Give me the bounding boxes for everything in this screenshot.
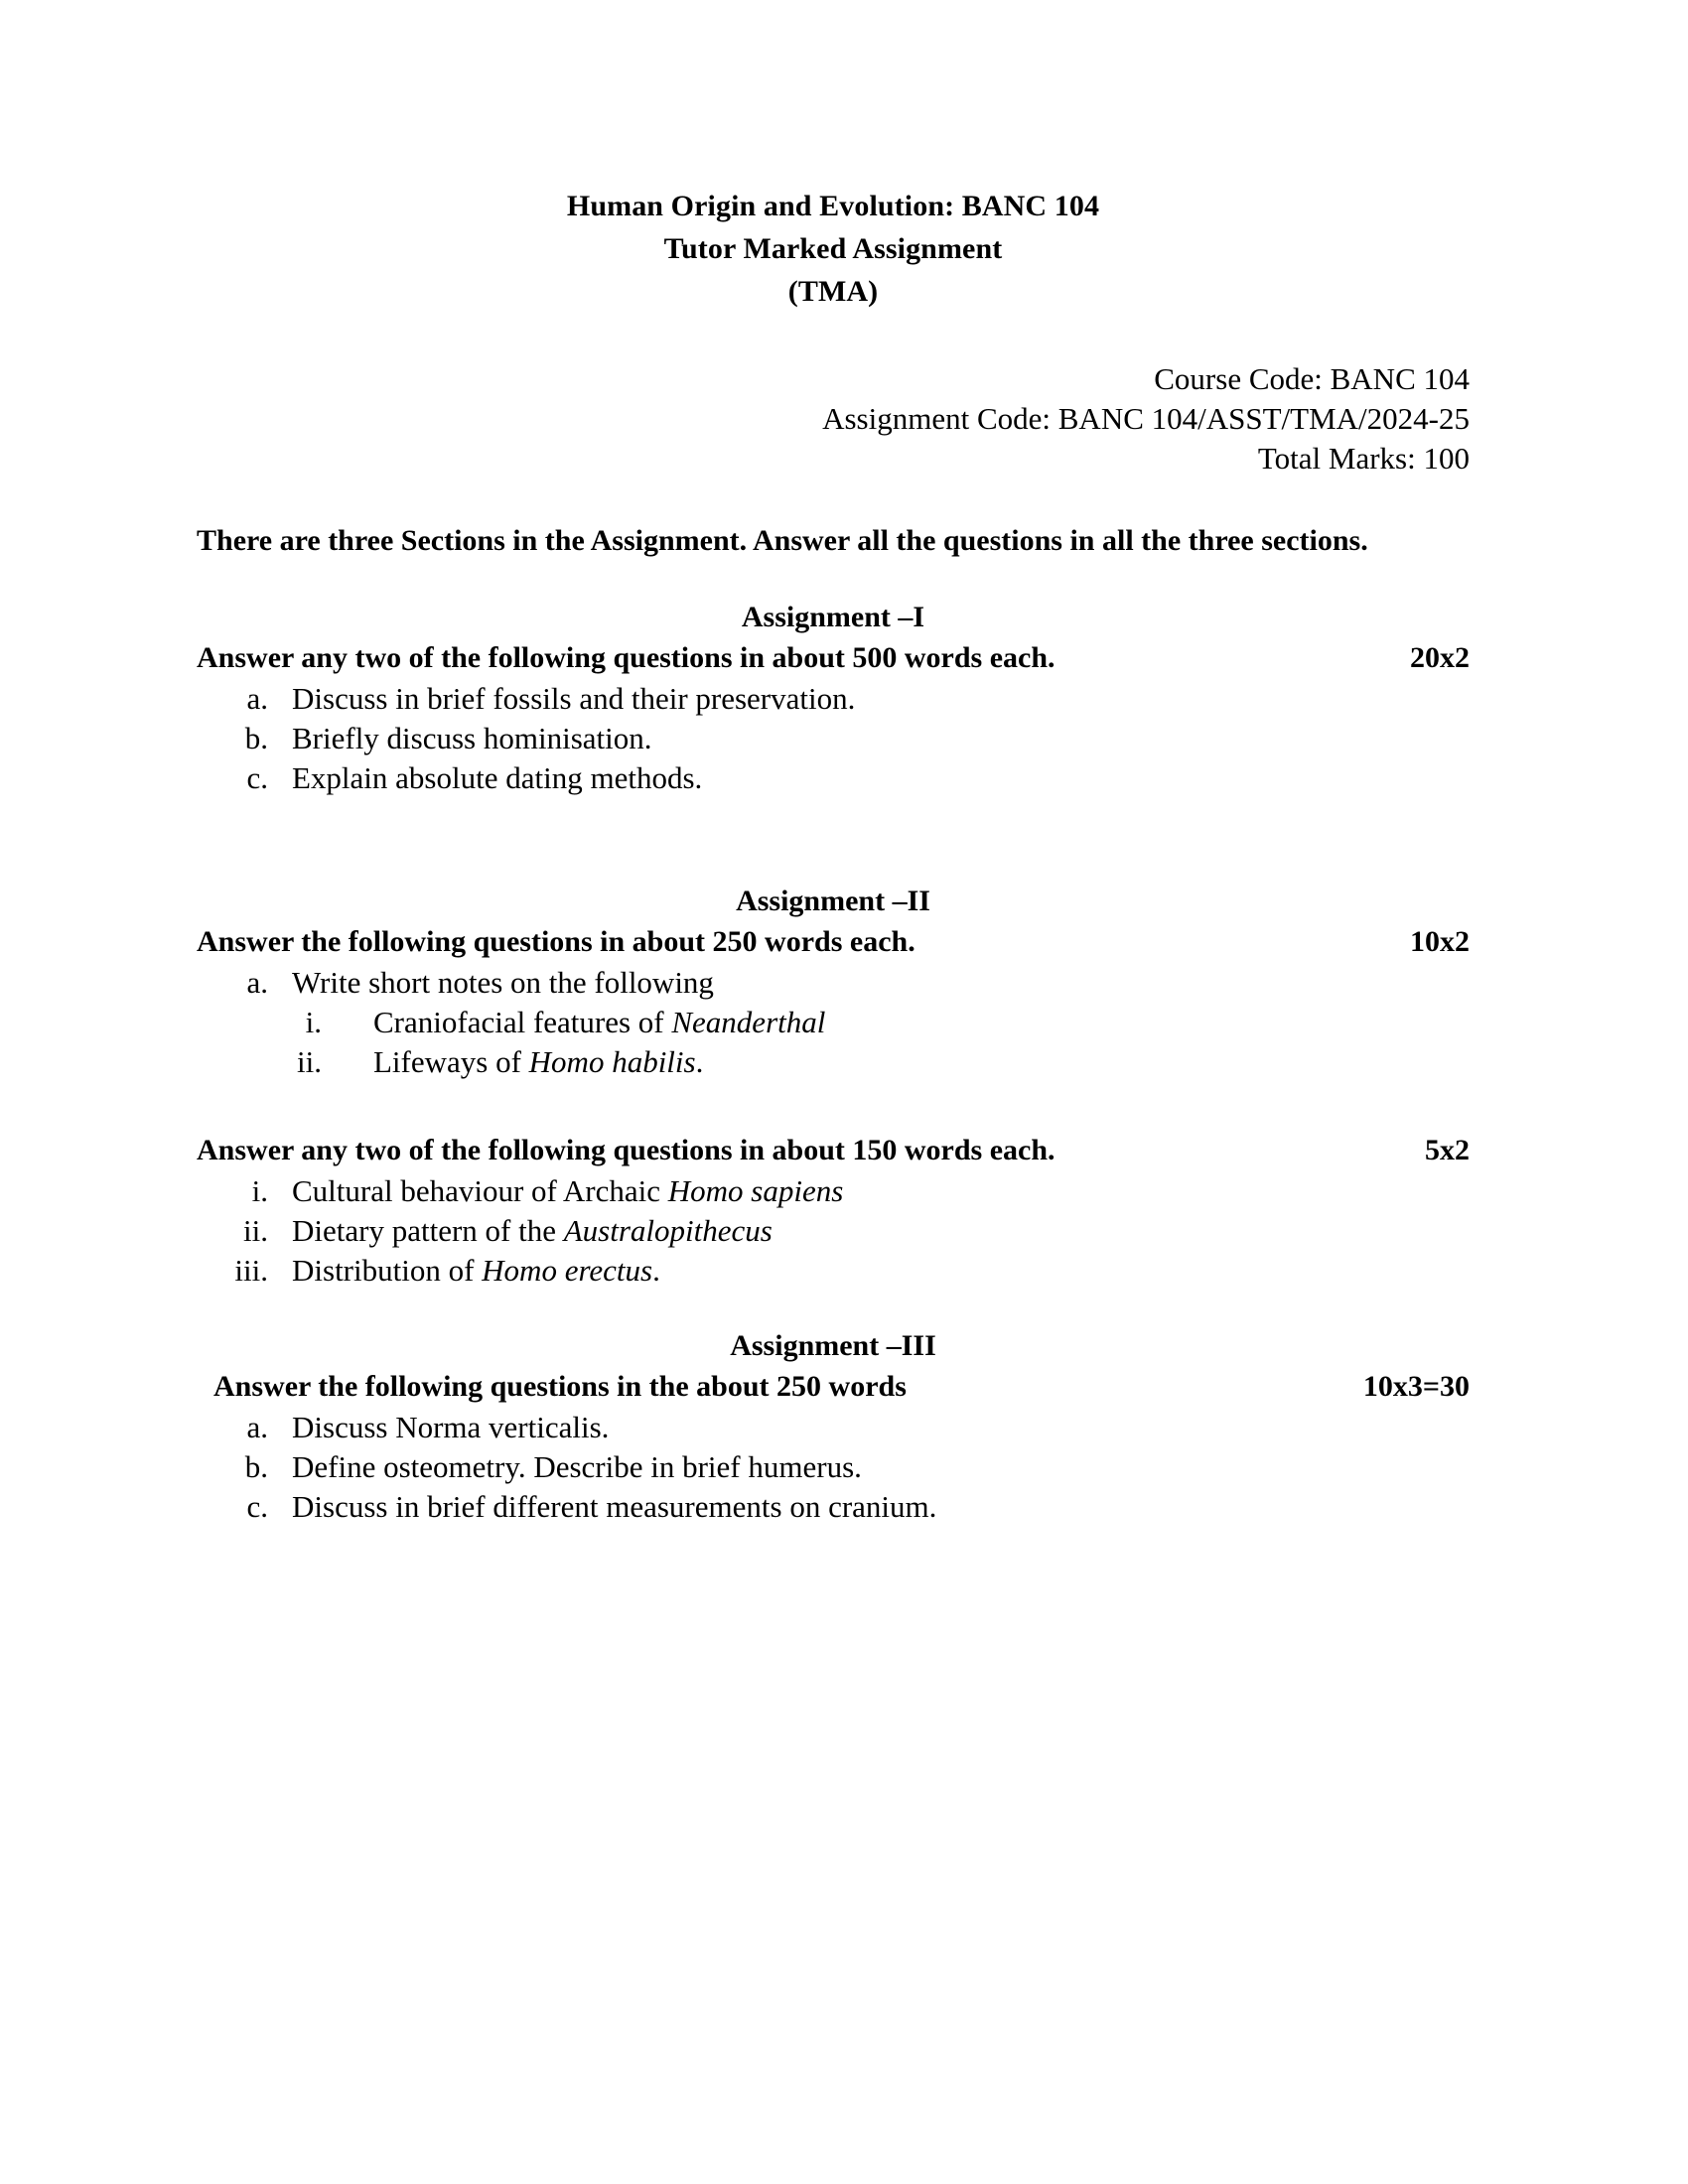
- list-item: [197, 1211, 1470, 1251]
- list-text: Discuss Norma verticalis.: [292, 1410, 610, 1444]
- species-name: Australopithecus: [563, 1213, 773, 1248]
- list-marker: b.: [244, 1449, 268, 1484]
- section-assignment-1: [197, 598, 1470, 798]
- list-item: [220, 1447, 1470, 1487]
- assignment-instructions: There are three Sections in the Assignment. Answer all the questions in all the three sections.: [197, 524, 1368, 557]
- total-marks: Total Marks: 100: [1257, 441, 1470, 476]
- list-marker: c.: [246, 1489, 268, 1524]
- list-text: Explain absolute dating methods.: [292, 760, 703, 795]
- list-marker: a.: [246, 1410, 268, 1444]
- course-code: Course Code: BANC 104: [1154, 361, 1470, 396]
- title-line-3: (TMA): [787, 275, 879, 308]
- section-1-heading: Assignment –I: [741, 601, 925, 633]
- list-item: [220, 1487, 1470, 1527]
- list-text-tail: .: [652, 1253, 660, 1288]
- section-2-heading: Assignment –II: [736, 885, 930, 917]
- list-marker: c.: [246, 760, 268, 795]
- list-marker: ii.: [297, 1044, 322, 1079]
- section-3-marks: 10x3=30: [1362, 1370, 1470, 1403]
- list-text-plain: Cultural behaviour of Archaic: [292, 1173, 668, 1208]
- list-item: [220, 1408, 1470, 1447]
- list-item: [280, 1003, 1470, 1042]
- list-item: [280, 1042, 1470, 1082]
- list-text: Write short notes on the following: [292, 965, 714, 1000]
- list-text: [292, 1251, 1470, 1291]
- list-marker: iii.: [234, 1253, 268, 1288]
- section-2-marks: 10x2: [1410, 925, 1470, 958]
- section-2-instruction-row: [197, 921, 1470, 963]
- section-3-instruction: Answer the following questions in the about 250 words: [213, 1370, 907, 1403]
- list-item: [220, 963, 1470, 1003]
- section-assignment-3: [197, 1326, 1470, 1527]
- list-text: [373, 1042, 1470, 1082]
- section-3-question-list: [220, 1408, 1470, 1527]
- section-2-second-question-list: [197, 1171, 1470, 1291]
- document-content: [197, 185, 1470, 1527]
- section-2-second-instruction-row: [197, 1130, 1470, 1171]
- section-1-marks: 20x2: [1410, 641, 1470, 674]
- list-text-plain: Craniofacial features of: [373, 1005, 672, 1039]
- section-1-instruction: Answer any two of the following questions in about 500 words each.: [197, 641, 1055, 674]
- list-text-plain: Dietary pattern of the: [292, 1213, 564, 1248]
- section-2-subquestion-list: [280, 1003, 1470, 1082]
- list-item: [220, 758, 1470, 798]
- list-text: Discuss in brief fossils and their preservation.: [292, 681, 856, 716]
- section-3-heading: Assignment –III: [730, 1329, 936, 1362]
- course-meta-block: [197, 359, 1470, 478]
- species-name: Homo sapiens: [667, 1173, 844, 1208]
- section-1-question-list: [220, 679, 1470, 798]
- list-text: Briefly discuss hominisation.: [292, 721, 652, 755]
- document-title-block: [197, 185, 1470, 313]
- list-marker: a.: [246, 681, 268, 716]
- title-line-2: Tutor Marked Assignment: [663, 232, 1003, 265]
- list-item: [220, 679, 1470, 719]
- section-3-instruction-row: [197, 1366, 1470, 1408]
- list-text: Discuss in brief different measurements on cranium.: [292, 1489, 937, 1524]
- title-line-1: Human Origin and Evolution: BANC 104: [566, 190, 1100, 222]
- section-2-second-instruction: Answer any two of the following questions in about 150 words each.: [197, 1134, 1055, 1166]
- list-marker: i.: [305, 1005, 322, 1039]
- list-text: [292, 1171, 1470, 1211]
- section-2-instruction: Answer the following questions in about 250 words each.: [197, 925, 915, 958]
- section-2-question-list: [220, 963, 1470, 1003]
- species-name: Neanderthal: [671, 1005, 826, 1039]
- list-marker: ii.: [243, 1213, 268, 1248]
- list-item: [197, 1171, 1470, 1211]
- list-text: Define osteometry. Describe in brief humerus.: [292, 1449, 862, 1484]
- list-marker: a.: [246, 965, 268, 1000]
- list-item: [220, 719, 1470, 758]
- section-2-second-marks: 5x2: [1425, 1134, 1470, 1166]
- list-text: [292, 1211, 1470, 1251]
- list-marker: i.: [251, 1173, 268, 1208]
- list-text-tail: .: [695, 1044, 704, 1079]
- list-text-plain: Distribution of: [292, 1253, 483, 1288]
- section-assignment-2: [197, 882, 1470, 1291]
- list-text: [373, 1003, 1470, 1042]
- species-name: Homo habilis: [528, 1044, 696, 1079]
- species-name: Homo erectus: [482, 1253, 653, 1288]
- list-marker: b.: [244, 721, 268, 755]
- list-item: [197, 1251, 1470, 1291]
- section-1-instruction-row: [197, 637, 1470, 679]
- assignment-code: Assignment Code: BANC 104/ASST/TMA/2024-25: [822, 401, 1470, 436]
- list-text-plain: Lifeways of: [373, 1044, 529, 1079]
